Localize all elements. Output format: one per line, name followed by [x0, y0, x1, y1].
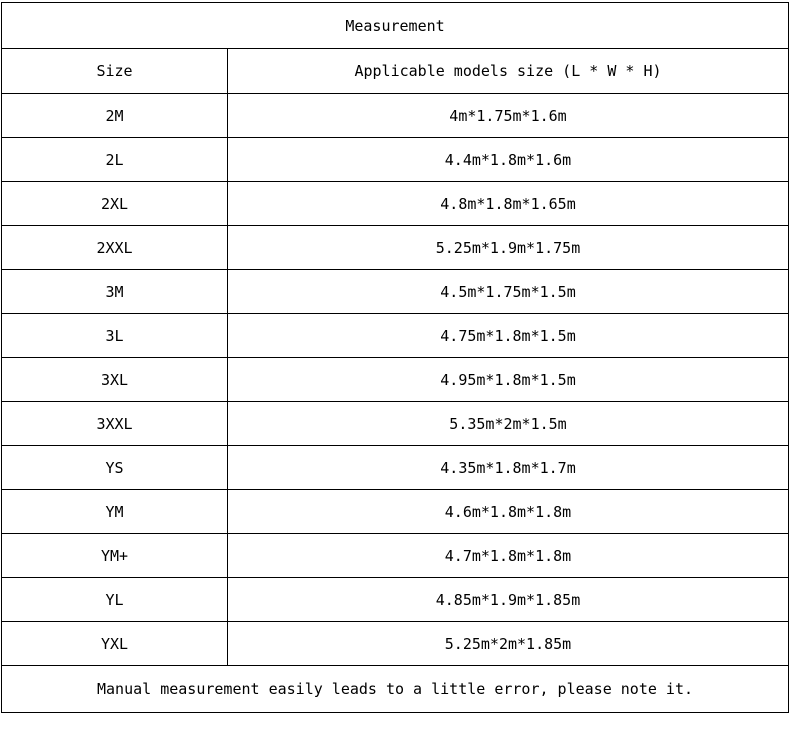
- header-dimensions: Applicable models size (L * W * H): [228, 49, 789, 94]
- dimensions-cell: 5.25m*1.9m*1.75m: [228, 226, 789, 270]
- size-cell: YL: [2, 578, 228, 622]
- dimensions-cell: 4.85m*1.9m*1.85m: [228, 578, 789, 622]
- size-cell: YXL: [2, 622, 228, 666]
- table-row: [2, 534, 789, 578]
- table-row: [2, 270, 789, 314]
- measurement-table: [1, 2, 789, 713]
- table-note: Manual measurement easily leads to a little error, please note it.: [2, 666, 789, 713]
- table-row: [2, 226, 789, 270]
- size-cell: YM: [2, 490, 228, 534]
- dimensions-cell: 5.35m*2m*1.5m: [228, 402, 789, 446]
- size-cell: YM+: [2, 534, 228, 578]
- header-size: Size: [2, 49, 228, 94]
- table-row: [2, 182, 789, 226]
- dimensions-cell: 4.8m*1.8m*1.65m: [228, 182, 789, 226]
- size-cell: 3L: [2, 314, 228, 358]
- table-row: [2, 402, 789, 446]
- dimensions-cell: 4.75m*1.8m*1.5m: [228, 314, 789, 358]
- table-row: [2, 94, 789, 138]
- table-title: Measurement: [2, 3, 789, 49]
- size-cell: 2XL: [2, 182, 228, 226]
- size-cell: 2M: [2, 94, 228, 138]
- size-cell: 3XL: [2, 358, 228, 402]
- table-row: [2, 622, 789, 666]
- size-cell: 3XXL: [2, 402, 228, 446]
- table-row: [2, 138, 789, 182]
- size-cell: 3M: [2, 270, 228, 314]
- dimensions-cell: 4.5m*1.75m*1.5m: [228, 270, 789, 314]
- table-row: [2, 490, 789, 534]
- dimensions-cell: 4.95m*1.8m*1.5m: [228, 358, 789, 402]
- table-note-row: [2, 666, 789, 713]
- table-row: [2, 578, 789, 622]
- table-header-row: [2, 49, 789, 94]
- dimensions-cell: 4.4m*1.8m*1.6m: [228, 138, 789, 182]
- dimensions-cell: 5.25m*2m*1.85m: [228, 622, 789, 666]
- dimensions-cell: 4.7m*1.8m*1.8m: [228, 534, 789, 578]
- table-row: [2, 358, 789, 402]
- size-cell: YS: [2, 446, 228, 490]
- table-title-row: [2, 3, 789, 49]
- dimensions-cell: 4m*1.75m*1.6m: [228, 94, 789, 138]
- table-row: [2, 446, 789, 490]
- size-cell: 2L: [2, 138, 228, 182]
- dimensions-cell: 4.35m*1.8m*1.7m: [228, 446, 789, 490]
- table-row: [2, 314, 789, 358]
- dimensions-cell: 4.6m*1.8m*1.8m: [228, 490, 789, 534]
- size-cell: 2XXL: [2, 226, 228, 270]
